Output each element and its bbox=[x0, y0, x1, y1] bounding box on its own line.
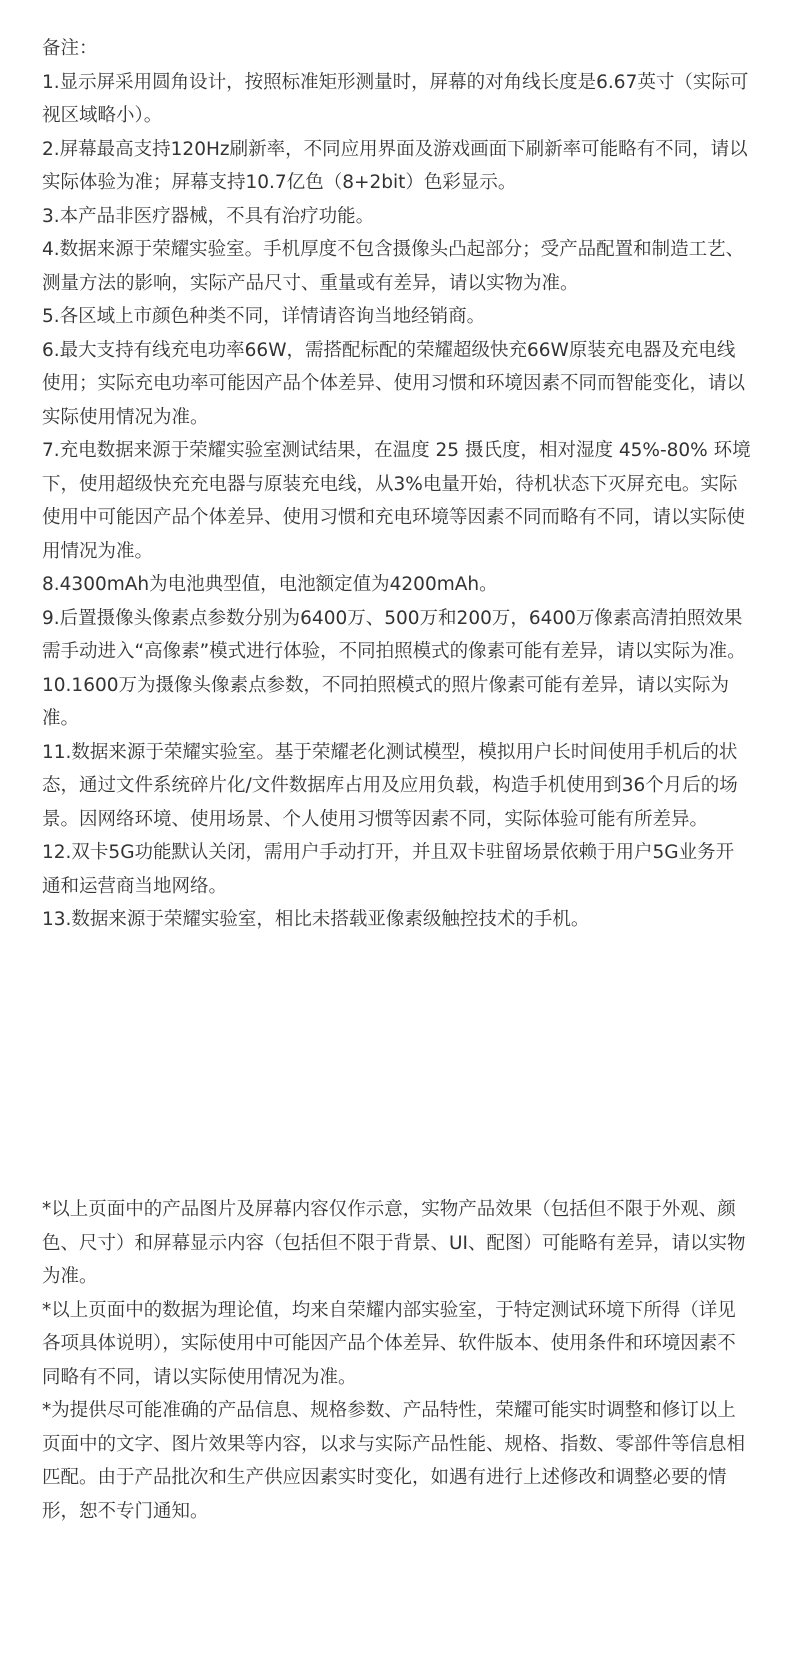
note-item: 7.充电数据来源于荣耀实验室测试结果，在温度 25 摄氏度，相对湿度 45%-80% 环境下，使用超级快充充电器与原装充电线，从3%电量开始，待机状态下灭屏充电。实际使用中可能因产品个体差异、使用习惯和充电环境等因素不同而略有不同，请以实际使用情况为准。 bbox=[42, 440, 751, 562]
disclaimer-item: *以上页面中的数据为理论值，均来自荣耀内部实验室，于特定测试环境下所得（详见各项具体说明），实际使用中可能因产品个体差异、软件版本、使用条件和环境因素不同略有不同，请以实际使用情况为准。 bbox=[42, 1299, 736, 1388]
disclaimer-item: *为提供尽可能准确的产品信息、规格参数、产品特性，荣耀可能实时调整和修订以上页面中的文字、图片效果等内容，以求与实际产品性能、规格、指数、零部件等信息相匹配。由于产品批次和生产供应因素实时变化，如遇有进行上述修改和调整必要的情形，恕不专门通知。 bbox=[42, 1400, 746, 1522]
disclaimer-section bbox=[42, 1193, 752, 1528]
disclaimer-item: *以上页面中的产品图片及屏幕内容仅作示意，实物产品效果（包括但不限于外观、颜色、尺寸）和屏幕显示内容（包括但不限于背景、UI、配图）可能略有差异，请以实物为准。 bbox=[42, 1199, 746, 1287]
note-item: 1.显示屏采用圆角设计，按照标准矩形测量时，屏幕的对角线长度是6.67英寸（实际可视区域略小）。 bbox=[42, 71, 749, 126]
note-item: 12.双卡5G功能默认关闭，需用户手动打开，并且双卡驻留场景依赖于用户5G业务开通和运营商当地网络。 bbox=[42, 842, 735, 897]
note-item: 10.1600万为摄像头像素点参数，不同拍照模式的照片像素可能有差异，请以实际为准。 bbox=[42, 674, 730, 729]
note-item: 5.各区域上市颜色种类不同，详情请咨询当地经销商。 bbox=[42, 306, 486, 327]
note-item: 8.4300mAh为电池典型值，电池额定值为4200mAh。 bbox=[42, 574, 498, 595]
notes-title: 备注： bbox=[42, 38, 98, 59]
note-item: 9.后置摄像头像素点参数分别为6400万、500万和200万，6400万像素高清拍照效果需手动进入“高像素”模式进行体验，不同拍照模式的像素可能有差异，请以实际为准。 bbox=[42, 607, 746, 662]
note-item: 13.数据来源于荣耀实验室，相比未搭载亚像素级触控技术的手机。 bbox=[42, 909, 590, 930]
notes-section bbox=[42, 32, 752, 937]
note-item: 11.数据来源于荣耀实验室。基于荣耀老化测试模型，模拟用户长时间使用手机后的状态，通过文件系统碎片化/文件数据库占用及应用负载，构造手机使用到36个月后的场景。因网络环境、使用场景、个人使用习惯等因素不同，实际体验可能有所差异。 bbox=[42, 741, 738, 830]
note-item: 2.屏幕最高支持120Hz刷新率，不同应用界面及游戏画面下刷新率可能略有不同，请以实际体验为准；屏幕支持10.7亿色（8+2bit）色彩显示。 bbox=[42, 138, 748, 193]
note-item: 3.本产品非医疗器械，不具有治疗功能。 bbox=[42, 205, 375, 227]
note-item: 4.数据来源于荣耀实验室。手机厚度不包含摄像头凸起部分；受产品配置和制造工艺、测量方法的影响，实际产品尺寸、重量或有差异，请以实物为准。 bbox=[42, 239, 745, 294]
note-item: 6.最大支持有线充电功率66W，需搭配标配的荣耀超级快充66W原装充电器及充电线使用；实际充电功率可能因产品个体差异、使用习惯和环境因素不同而智能变化，请以实际使用情况为准。 bbox=[42, 339, 746, 428]
